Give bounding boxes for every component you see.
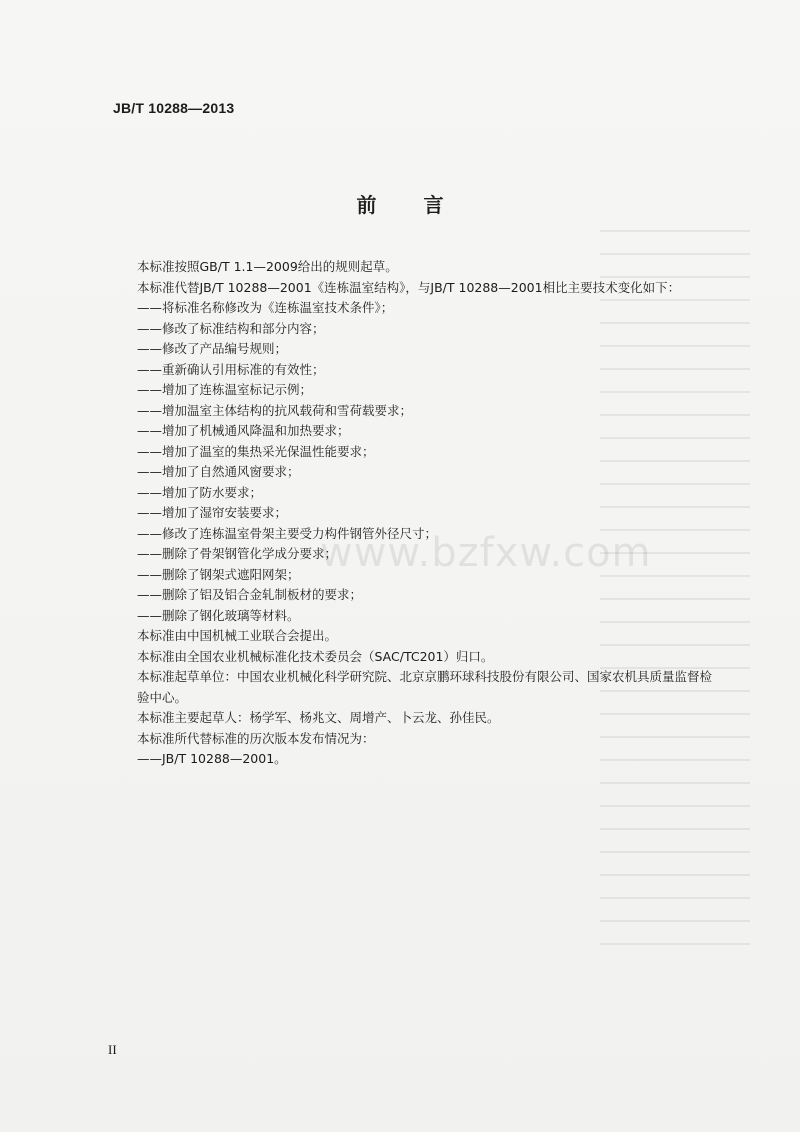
change-item: ——删除了骨架钢管化学成分要求； <box>137 546 338 561</box>
change-item: ——将标准名称修改为《连栋温室技术条件》； <box>137 300 394 315</box>
proposer-statement: 本标准由中国机械工业联合会提出。 <box>137 628 338 643</box>
history-item: ——JB/T 10288—2001。 <box>137 751 287 766</box>
page-title: 前 言 <box>356 193 464 217</box>
change-item: ——增加了机械通风降温和加热要求； <box>137 423 350 438</box>
standard-code: JB/T 10288—2013 <box>113 100 235 116</box>
change-item: ——删除了钢架式遮阳网架； <box>137 566 300 582</box>
change-item: ——增加了连栋温室标记示例； <box>137 382 313 397</box>
drafters: 本标准主要起草人：杨学军、杨兆文、周增产、卜云龙、孙佳民。 <box>137 710 500 725</box>
paragraph: 本标准代替JB/T 10288—2001《连栋温室结构》，与JB/T 10288—2001相比主要技术变化如下： <box>137 279 681 295</box>
change-item: ——删除了钢化玻璃等材料。 <box>137 607 300 623</box>
change-item: ——增加了温室的集热采光保温性能要求； <box>137 443 375 459</box>
committee-statement: 本标准由全国农业机械标准化技术委员会（SAC/TC201）归口。 <box>137 648 494 664</box>
change-item: ——增加了防水要求； <box>137 484 263 500</box>
history-statement: 本标准所代替标准的历次版本发布情况为： <box>137 730 375 746</box>
change-item: ——删除了铝及铝合金轧制板材的要求； <box>137 587 363 602</box>
watermark: www.bzfxw.com <box>320 530 652 576</box>
change-item: ——修改了标准结构和部分内容； <box>137 320 325 336</box>
change-item: ——修改了连栋温室骨架主要受力构件钢管外径尺寸； <box>137 525 438 541</box>
change-item: ——增加温室主体结构的抗风载荷和雪荷载要求； <box>137 402 413 418</box>
page-number: II <box>108 1042 117 1057</box>
paragraph: 本标准按照GB/T 1.1—2009给出的规则起草。 <box>137 259 398 274</box>
change-item: ——重新确认引用标准的有效性； <box>137 361 325 377</box>
change-item: ——增加了自然通风窗要求； <box>137 464 300 479</box>
change-item: ——增加了湿帘安装要求； <box>137 505 288 520</box>
document-body <box>113 257 723 770</box>
change-item: ——修改了产品编号规则； <box>137 341 288 356</box>
drafting-units: 本标准起草单位：中国农业机械化科学研究院、北京京鹏环球科技股份有限公司、国家农机具质量监督检验中心。 <box>137 669 713 705</box>
